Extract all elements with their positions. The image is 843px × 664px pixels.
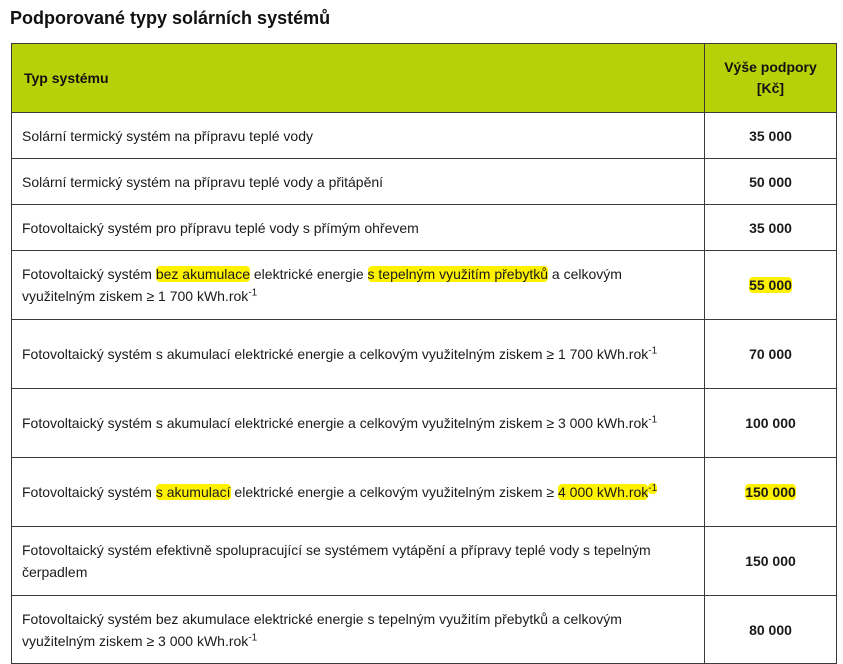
column-header-type: Typ systému (12, 44, 705, 113)
row-type-cell (12, 113, 705, 159)
table-row (12, 527, 837, 596)
row-type-cell (12, 205, 705, 251)
table-row (12, 113, 837, 159)
row-type-cell (12, 596, 705, 664)
row-amount-cell: 50 000 (705, 159, 837, 205)
row-type-text: Fotovoltaický systém pro přípravu teplé vody s přímým ohřevem (22, 219, 419, 236)
table-row (12, 320, 837, 389)
column-header-amount-line1: Výše podpory (724, 59, 817, 75)
row-type-text: Fotovoltaický systém bez akumulace elektrické energie s tepelným využitím přebytků a celkovým využitelným ziskem ≥ 3 000 kWh.rok (22, 610, 622, 649)
superscript: -1 (248, 631, 258, 643)
superscript: -1 (648, 345, 658, 357)
row-type-text: Fotovoltaický systém (22, 266, 156, 282)
column-header-amount (705, 44, 837, 113)
row-type-text: Solární termický systém na přípravu teplé vody (22, 127, 314, 144)
row-type-cell (12, 251, 705, 320)
column-header-amount-line2: [Kč] (756, 80, 785, 96)
row-type-cell (12, 320, 705, 389)
row-amount-cell: 150 000 (705, 527, 837, 596)
row-type-text: Fotovoltaický systém (22, 484, 156, 500)
row-amount-cell: 100 000 (705, 389, 837, 458)
row-amount-cell: 35 000 (705, 113, 837, 159)
highlighted-amount: 150 000 (745, 484, 796, 500)
row-amount-cell: 35 000 (705, 205, 837, 251)
table-header-row (12, 44, 837, 113)
highlighted-text: 4 000 kWh.rok (558, 484, 649, 500)
row-amount-cell: 80 000 (705, 596, 837, 664)
row-type-text: elektrické energie (250, 266, 368, 282)
highlighted-text: s tepelným využitím přebytků (367, 266, 549, 282)
table-row (12, 596, 837, 664)
table-row (12, 159, 837, 205)
row-amount-cell (705, 251, 837, 320)
highlighted-text: s akumulací (155, 484, 231, 500)
row-type-cell (12, 527, 705, 596)
row-type-text: Fotovoltaický systém efektivně spolupracující se systémem vytápění a přípravy teplé vody s tepelným čerpadlem (22, 542, 651, 580)
row-type-cell (12, 389, 705, 458)
highlighted-amount: 55 000 (749, 277, 792, 293)
row-type-text: Fotovoltaický systém s akumulací elektrické energie a celkovým využitelným ziskem ≥ 3 000 kWh.rok (22, 415, 649, 431)
row-type-text: Fotovoltaický systém s akumulací elektrické energie a celkovým využitelným ziskem ≥ 1 700 kWh.rok (22, 346, 649, 362)
row-amount-cell: 70 000 (705, 320, 837, 389)
row-type-text: a celkovým využitelným ziskem ≥ 1 700 kWh.rok (22, 266, 622, 304)
row-type-text: Solární termický systém na přípravu teplé vody a přitápění (22, 173, 384, 190)
table-row (12, 205, 837, 251)
table-row (12, 458, 837, 527)
row-type-text: elektrické energie a celkovým využitelným ziskem ≥ (230, 484, 558, 500)
row-type-cell (12, 458, 705, 527)
page-title: Podporované typy solárních systémů (10, 8, 331, 28)
superscript: -1 (248, 287, 258, 299)
table-row (12, 389, 837, 458)
row-type-cell (12, 159, 705, 205)
superscript: -1 (648, 414, 658, 426)
table-row (12, 251, 837, 320)
highlighted-text: bez akumulace (155, 266, 250, 282)
superscript: -1 (648, 483, 658, 495)
row-amount-cell (705, 458, 837, 527)
support-table (11, 43, 837, 664)
